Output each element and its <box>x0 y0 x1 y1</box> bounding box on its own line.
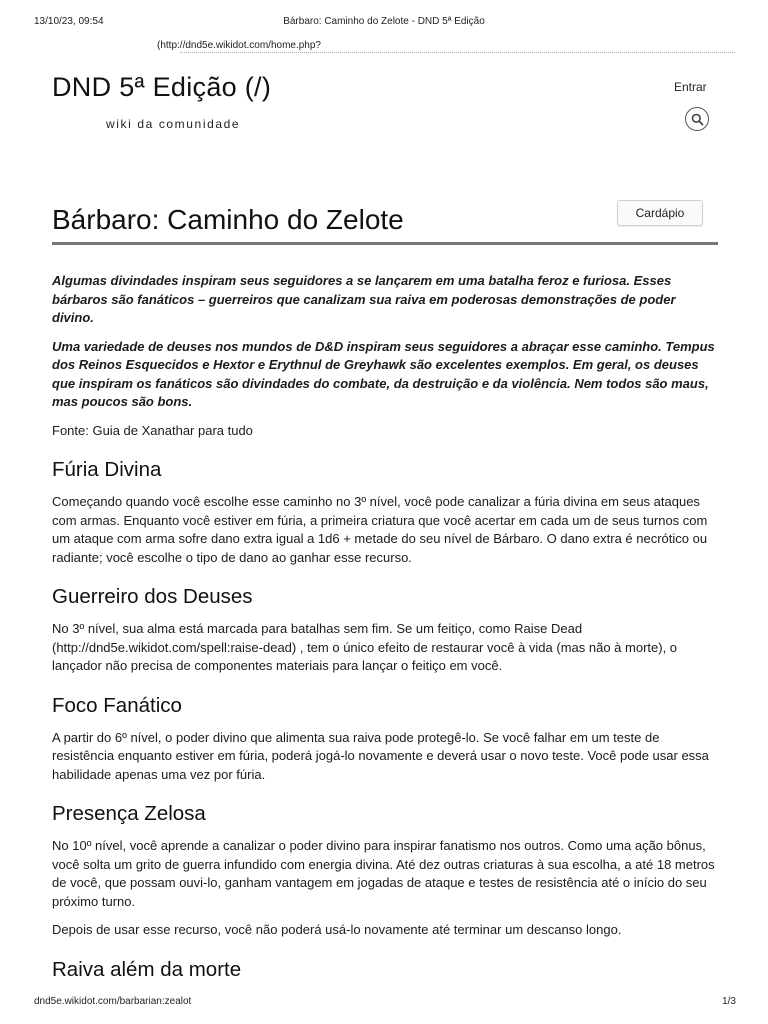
source-line: Fonte: Guia de Xanathar para tudo <box>52 422 253 438</box>
search-icon <box>691 113 704 126</box>
section-paragraph: Depois de usar esse recurso, você não poderá usá-lo novamente até terminar um descanso longo. <box>52 922 622 937</box>
section-paragraph: Começando quando você escolhe esse caminho no 3º nível, você pode canalizar a fúria divina em seus ataques com armas. Enquanto você estiver em fúria, a primeira criatura que você acertar em cada um de seus turnos com um ataque com arma sofre dano extra igual a 1d6 + metade do seu nível de Bárbaro. O dano extra é necrótico ou radiante; você escolhe o tipo de dano ao ganhar esse recurso. <box>52 494 708 565</box>
print-footer-url: dnd5e.wikidot.com/barbarian:zealot <box>34 996 192 1007</box>
section-heading-foco-fanatico: Foco Fanático <box>52 693 182 717</box>
print-page-number: 1/3 <box>722 996 736 1007</box>
site-title-link[interactable]: DND 5ª Edição (/) <box>52 72 272 102</box>
hidden-nav-strip <box>180 52 735 59</box>
site-subtitle: wiki da comunidade <box>106 117 241 131</box>
intro-paragraph: Algumas divindades inspiram seus seguidores a se lançarem em uma batalha feroz e furiosa. Esses bárbaros são fanáticos – guerreiros que canalizam sua raiva em poderosas demonstrações de poder divino. <box>52 273 676 325</box>
print-date: 13/10/23, 09:54 <box>34 16 104 27</box>
menu-button[interactable]: Cardápio <box>617 200 703 226</box>
section-paragraph: No 10º nível, você aprende a canalizar o poder divino para inspirar fanatismo nos outros. Como uma ação bônus, você solta um grito de guerra infundido com energia divina. Até dez outras criaturas à sua escolha, a até 18 metros de você, que possam ouvi-lo, ganham vantagem em jogadas de ataque e testes de resistência até o início do seu próximo turno. <box>52 838 715 909</box>
search-button[interactable] <box>685 107 709 131</box>
section-paragraph: No 3º nível, sua alma está marcada para batalhas sem fim. Se um feitiço, como Raise Dead (http://dnd5e.wikidot.com/spell:raise-dead) , tem o único efeito de restaurar você à vida (mas não à morte), o lançador não precisa de componentes materiais para lançar o feitiço em você. <box>52 621 678 673</box>
overlapping-url-text: (http://dnd5e.wikidot.com/home.php? <box>157 40 321 51</box>
article-content <box>52 272 720 993</box>
login-link[interactable]: Entrar <box>674 80 707 94</box>
section-heading-guerreiro-dos-deuses: Guerreiro dos Deuses <box>52 585 253 608</box>
page-title: Bárbaro: Caminho do Zelote <box>52 204 404 235</box>
section-heading-raiva-alem-da-morte: Raiva além da morte <box>52 957 242 981</box>
section-paragraph: A partir do 6º nível, o poder divino que alimenta sua raiva pode protegê-lo. Se você falhar em um teste de resistência enquanto estiver em fúria, poderá jogá-lo novamente e deverá usar o novo teste. Você pode usar essa habilidade apenas uma vez por fúria. <box>52 729 709 782</box>
section-heading-presenca-zelosa: Presença Zelosa <box>52 802 206 825</box>
section-heading-furia-divina: Fúria Divina <box>52 458 162 481</box>
print-page-title: Bárbaro: Caminho do Zelote - DND 5ª Edição <box>283 16 485 27</box>
title-divider <box>52 242 718 245</box>
intro-paragraph: Uma variedade de deuses nos mundos de D&D inspiram seus seguidores a abraçar esse caminho. Tempus dos Reinos Esquecidos e Hextor e Erythnul de Greyhawk são excelentes exemplos. Em geral, os deuses que inspiram os fanáticos são divindades do combate, da destruição e da violência. Nem todos são maus, mas poucos são bons. <box>52 338 715 409</box>
